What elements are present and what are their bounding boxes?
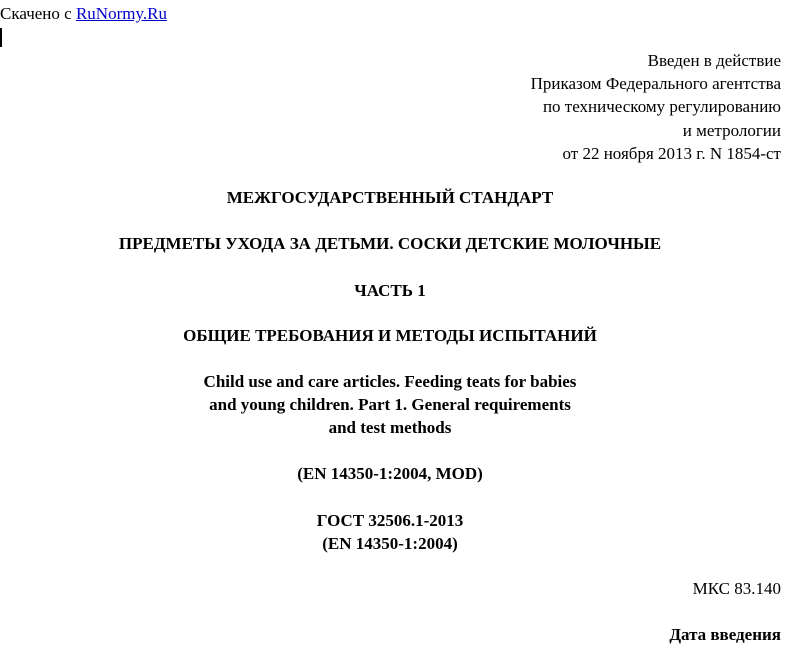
standard-type-heading: МЕЖГОСУДАРСТВЕННЫЙ СТАНДАРТ (226, 188, 554, 207)
english-title-line: and young children. Part 1. General requirements (209, 395, 571, 414)
enactment-block (531, 49, 781, 165)
english-title (0, 370, 780, 439)
equivalence-note: (EN 14350-1:2004, MOD) (297, 464, 483, 483)
enactment-line: Введен в действие (647, 51, 781, 70)
mks-code: МКС 83.140 (692, 579, 781, 598)
standard-subtitle: ОБЩИЕ ТРЕБОВАНИЯ И МЕТОДЫ ИСПЫТАНИЙ (183, 326, 597, 345)
standard-designation-ref: (EN 14350-1:2004) (322, 534, 458, 553)
standard-designation: ГОСТ 32506.1-2013 (316, 511, 464, 530)
text-cursor (0, 28, 2, 47)
english-title-line: and test methods (328, 418, 452, 437)
download-source-line (0, 4, 167, 24)
part-heading: ЧАСТЬ 1 (354, 281, 426, 300)
enactment-line: по техническому регулированию (542, 97, 781, 117)
enactment-line: от 22 ноября 2013 г. N 1854-ст (562, 143, 781, 163)
source-prefix: Скачено с (0, 4, 76, 23)
standard-title: ПРЕДМЕТЫ УХОДА ЗА ДЕТЬМИ. СОСКИ ДЕТСКИЕ МОЛОЧНЫЕ (118, 234, 662, 253)
enactment-line: Приказом Федерального агентства (530, 74, 781, 94)
english-title-line: Child use and care articles. Feeding teats for babies (203, 372, 577, 391)
enactment-line: и метрологии (682, 120, 781, 140)
runormy-link[interactable]: RuNormy.Ru (75, 4, 167, 23)
intro-date-label: Дата введения (669, 625, 781, 644)
